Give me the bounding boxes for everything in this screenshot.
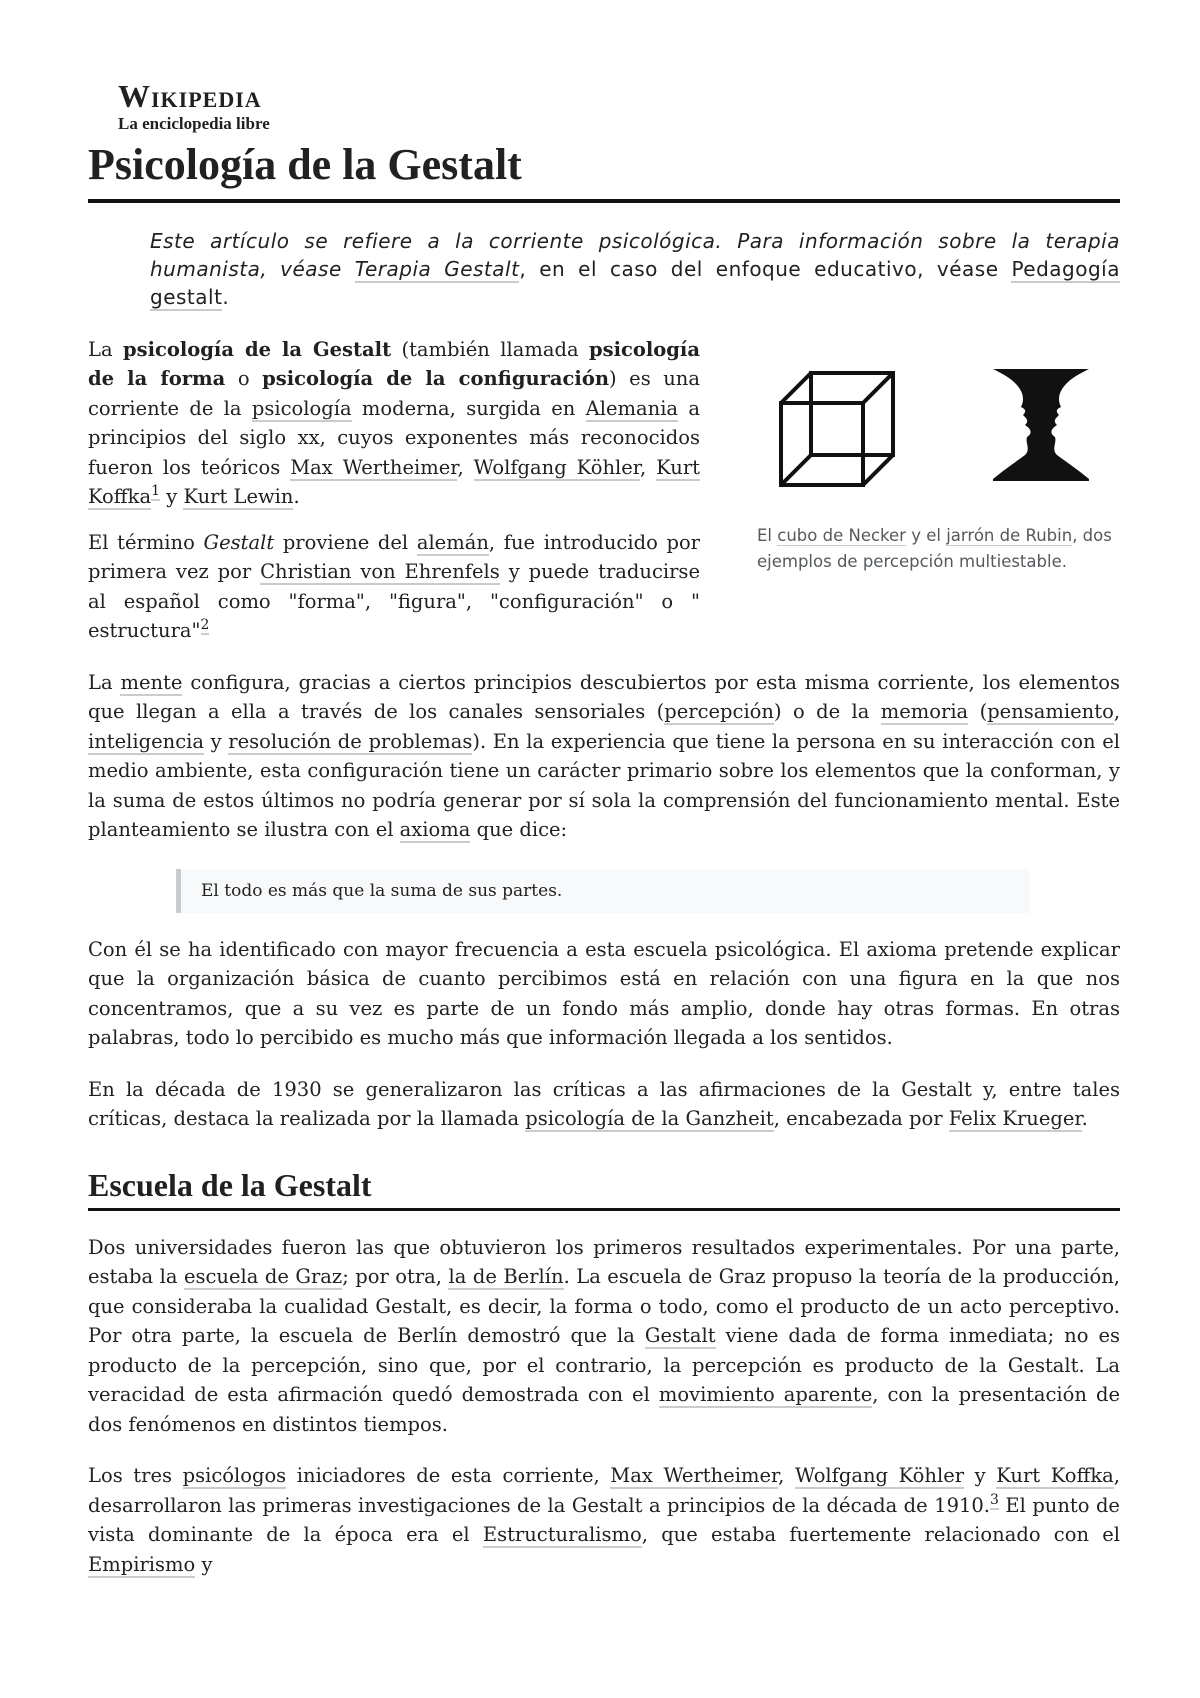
section-heading-escuela: Escuela de la Gestalt xyxy=(88,1166,1120,1211)
intro-section xyxy=(88,335,1120,646)
text: ) es una corriente de la xyxy=(88,367,700,420)
text: ) o de la xyxy=(773,700,881,724)
paragraph-axioma: Con él se ha identificado con mayor frecuencia a esta escuela psicológica. El axioma pretende explicar que la organización básica de cuanto percibimos está en relación con una figura en la que nos concentramos, que a su vez es parte de un fondo más amplio, donde hay otras formas. En otras palabras, todo lo percibido es mucho más que información llegada a los sentidos. xyxy=(88,937,1120,1050)
hatnote xyxy=(150,227,1120,311)
article-page xyxy=(88,80,1120,1579)
rubin-vase-image[interactable] xyxy=(993,369,1089,481)
text: o xyxy=(225,367,263,391)
text: que dice: xyxy=(470,818,568,842)
text: . xyxy=(293,485,300,509)
text: , dos ejemplos de percepción multiestable. xyxy=(757,525,1112,571)
text: , xyxy=(1113,700,1121,724)
text: viene dada de forma inmediata; no es producto de la percepción, sino que, por el contrario, la percepción es producto de la Gestalt. La veracidad de esta afirmación quedó demostrada con el xyxy=(88,1324,1121,1407)
bold-term: psicología de la forma xyxy=(88,337,700,391)
text: moderna, surgida en xyxy=(351,396,586,420)
text: , xyxy=(639,455,657,479)
link-percepcion[interactable]: percepción xyxy=(664,700,774,724)
blockquote: El todo es más que la suma de sus partes. xyxy=(176,869,1030,913)
text: ). En la experiencia que tiene la persona en su interacción con el medio ambiente, esta configuración tiene un carácter primario sobre los elementos que la conforman, y la suma de estos últimos no podría generar por sí sola la comprensión del funcionamiento mental. Este planteamiento se ilustra con el xyxy=(88,729,1120,842)
text: En la década de 1930 se generalizaron las críticas a las afirmaciones de la Gestalt y, entre tales críticas, destaca la realizada por la llamada xyxy=(88,1077,1120,1131)
text: , con la presentación de dos fenómenos en distintos tiempos. xyxy=(88,1383,1120,1436)
link-psicologia-de-la-ganzheit[interactable]: psicología de la Ganzheit xyxy=(525,1107,774,1131)
link-pensamiento[interactable]: pensamiento xyxy=(987,700,1114,724)
link-wolfgang-kohler[interactable]: Wolfgang Köhler xyxy=(473,455,640,479)
link-christian-von-ehrenfels[interactable]: Christian von Ehrenfels xyxy=(260,560,500,584)
text: La xyxy=(88,670,121,694)
figure-images xyxy=(745,367,1120,495)
hatnote-text: Este artículo se refiere a la corriente psicológica. Para información sobre la terapia humanista, véase xyxy=(150,228,1120,281)
paragraph-psicologos xyxy=(88,1461,1120,1579)
text: . La escuela de Graz propuso la teoría de la producción, que consideraba la cualidad Gestalt, es decir, la forma o todo, como el producto de un acto perceptivo. Por otra parte, la escuela de Berlín demostró que la xyxy=(88,1265,1120,1348)
paragraph-universidades xyxy=(88,1233,1120,1440)
link-mente[interactable]: mente xyxy=(120,670,183,694)
text: El xyxy=(757,525,778,545)
text: , fue introducido por primera vez por xyxy=(88,530,701,584)
text: El punto de vista dominante de la época era el xyxy=(88,1493,1120,1547)
link-movimiento-aparente[interactable]: movimiento aparente xyxy=(658,1383,873,1407)
text: y el xyxy=(905,525,947,545)
link-empirismo[interactable]: Empirismo xyxy=(88,1552,196,1576)
hatnote-text: . xyxy=(222,284,230,309)
text: y xyxy=(160,485,184,509)
link-max-wertheimer[interactable]: Max Wertheimer xyxy=(610,1464,779,1488)
text: y xyxy=(204,729,229,753)
text: El término xyxy=(88,530,204,554)
figure-caption xyxy=(757,523,1120,575)
link-axioma[interactable]: axioma xyxy=(399,818,471,842)
bold-term: psicología de la Gestalt xyxy=(122,337,392,361)
paragraph-mente xyxy=(88,668,1120,845)
link-estructuralismo[interactable]: Estructuralismo xyxy=(482,1523,642,1547)
link-kurt-lewin[interactable]: Kurt Lewin xyxy=(183,485,294,509)
text: y puede traducirse al español como "forma", "figura", "configuración" o " estructura" xyxy=(88,560,700,643)
link-kurt-koffka[interactable]: Kurt Koffka xyxy=(996,1464,1114,1488)
text: , xyxy=(778,1464,795,1488)
link-inteligencia[interactable]: inteligencia xyxy=(88,729,205,753)
text: ; por otra, xyxy=(342,1265,449,1289)
link-psicologia[interactable]: psicología xyxy=(251,396,352,420)
intro-text xyxy=(88,335,700,646)
link-aleman[interactable]: alemán xyxy=(416,530,489,554)
link-terapia-gestalt[interactable]: Terapia Gestalt xyxy=(354,256,520,281)
text: proviene del xyxy=(274,530,417,554)
reference-link[interactable]: 1 xyxy=(151,483,161,500)
logo-tagline: La enciclopedia libre xyxy=(118,114,270,133)
link-jarron-de-rubin[interactable]: jarrón de Rubin xyxy=(946,525,1073,545)
text: y xyxy=(195,1552,213,1576)
bold-term: psicología de la configuración xyxy=(262,367,610,391)
text: , que estaba fuertemente relacionado con el xyxy=(641,1523,1121,1547)
link-la-de-berlin[interactable]: la de Berlín xyxy=(448,1265,564,1289)
hatnote-text: , en el caso del enfoque educativo, véase xyxy=(519,256,1012,281)
logo-wordmark: Wikipedia xyxy=(118,78,262,114)
link-wolfgang-kohler[interactable]: Wolfgang Köhler xyxy=(794,1464,965,1488)
link-memoria[interactable]: memoria xyxy=(880,700,969,724)
link-felix-krueger[interactable]: Felix Krueger xyxy=(948,1107,1082,1131)
text: , desarrollaron las primeras investigaciones de la Gestalt a principios de la década de 1910. xyxy=(88,1464,1120,1517)
paragraph-criticas xyxy=(88,1075,1120,1134)
link-gestalt[interactable]: Gestalt xyxy=(644,1324,716,1348)
text: iniciadores de esta corriente, xyxy=(286,1464,611,1488)
text: . xyxy=(1081,1107,1088,1131)
link-psicologos[interactable]: psicólogos xyxy=(182,1464,287,1488)
text: , encabezada por xyxy=(773,1107,949,1131)
link-alemania[interactable]: Alemania xyxy=(585,396,679,420)
intro-paragraph-1 xyxy=(88,335,700,512)
text: (también llamada xyxy=(391,337,589,361)
figure-multistable xyxy=(745,367,1120,646)
wikipedia-logo[interactable] xyxy=(118,80,1120,134)
page-title: Psicología de la Gestalt xyxy=(88,140,1120,203)
text: Dos universidades fueron las que obtuvieron los primeros resultados experimentales. Por una parte, estaba la xyxy=(88,1235,1120,1289)
intro-paragraph-2 xyxy=(88,528,700,646)
reference-link[interactable]: 2 xyxy=(200,617,210,634)
link-max-wertheimer[interactable]: Max Wertheimer xyxy=(290,455,458,479)
link-escuela-de-graz[interactable]: escuela de Graz xyxy=(183,1265,343,1289)
text: Los tres xyxy=(88,1464,183,1488)
link-kurt-koffka[interactable]: Kurt Koffka xyxy=(88,455,700,509)
necker-cube-image[interactable] xyxy=(777,367,902,492)
text: a principios del siglo xx, cuyos exponentes más reconocidos fueron los teóricos xyxy=(88,396,701,479)
text: y xyxy=(964,1464,997,1488)
italic-term: Gestalt xyxy=(203,530,275,554)
link-resolucion-de-problemas[interactable]: resolución de problemas xyxy=(228,729,473,753)
text: , xyxy=(457,455,474,479)
text: ( xyxy=(968,700,988,724)
text: La xyxy=(88,337,123,361)
link-cubo-de-necker[interactable]: cubo de Necker xyxy=(777,525,906,545)
reference-link[interactable]: 3 xyxy=(990,1491,999,1508)
text: configura, gracias a ciertos principios descubiertos por esta misma corriente, los elementos que llegan a ella a través de los canales sensoriales ( xyxy=(88,670,1120,724)
link-pedagogia-gestalt[interactable]: Pedagogía gestalt xyxy=(150,256,1120,309)
